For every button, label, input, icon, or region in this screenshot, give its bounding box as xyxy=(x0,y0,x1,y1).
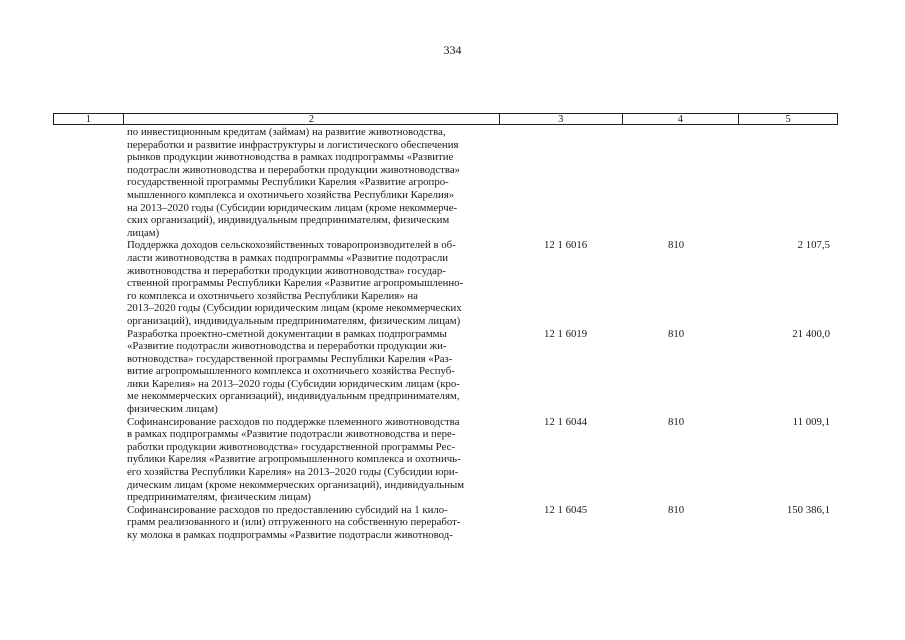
table-row xyxy=(0,416,905,504)
row-description: Софинансирование расходов по поддержке племенного животноводства в рамках подпрограммы «Развитие подотрасли животноводства и пере- работки продукции животноводства» государственной программы Рес- публики Карелия «Развитие агропромышленного комплекса и охотничь- его хозяйства Республики Карелия» на 2013–2020 годы (Субсидии юри- дическим лицам (кроме некоммерческих организаций), индивидуальным предпринимателям, физическим лицам) xyxy=(127,415,465,504)
row-code: 12 1 6044 xyxy=(544,415,588,428)
row-description: Поддержка доходов сельскохозяйственных товаропроизводителей в об- ласти животноводства в рамках подпрограммы «Развитие подотрасли животноводства и переработки продукции животноводства» государ- ственной программы Республики Карелия «Развитие агропромышленно- го комплекса и охотничьего хозяйства Республики Карелия» на 2013–2020 годы (Субсидии юридическим лицам (кроме некоммерческих организаций), индивидуальным предпринимателям, физическим лицам) xyxy=(127,239,464,327)
row-description: Разработка проектно-сметной документации в рамках подпрограммы «Развитие подотрасли животноводства и переработки продукции жи- вотноводства» государственной программы Республики Карелия «Раз- витие агропромышленного комплекса и охотничьего хозяйства Респуб- лики Карелия» на 2013–2020 годы (Субсидии юридическим лицам (кро- ме некоммерческих организаций), индивидуальным предпринимателям, физическим лицам) xyxy=(127,327,460,416)
row-type: 810 xyxy=(668,415,685,428)
table-header xyxy=(53,113,838,125)
header-col-3: 3 xyxy=(500,114,623,124)
header-col-1: 1 xyxy=(54,114,124,124)
row-amount: 150 386,1 xyxy=(786,503,830,516)
row-type: 810 xyxy=(668,503,685,516)
row-amount: 21 400,0 xyxy=(792,327,830,340)
row-description: по инвестиционным кредитам (займам) на развитие животноводства, переработки и развитие инфраструктуры и логистического обеспечения рынков продукции животноводства в рамках подпрограммы «Развитие подотрасли животноводства и переработки продукции животноводства» государственной программы Республики Карелия «Развитие агропро- мышленного комплекса и охотничьего хозяйства Республики Карелия» на 2013–2020 годы (Субсидии юридическим лицам (кроме некоммерче- ских организаций), индивидуальным предпринимателям, физическим лицам) xyxy=(127,126,461,239)
table-body xyxy=(0,126,905,542)
row-description: Софинансирование расходов по предоставлению субсидий на 1 кило- грамм реализованного и (или) отгруженного на собственную переработ- ку молока в рамках подпрограммы «Развитие подотрасли животновод- xyxy=(127,503,461,541)
row-amount: 11 009,1 xyxy=(792,415,830,428)
header-col-5: 5 xyxy=(785,113,791,125)
row-code: 12 1 6019 xyxy=(544,327,588,340)
header-col-4: 4 xyxy=(623,114,740,124)
table-row xyxy=(0,328,905,416)
row-amount: 2 107,5 xyxy=(797,239,830,252)
page-number: 334 xyxy=(443,43,462,57)
table-row xyxy=(0,126,905,239)
row-code: 12 1 6045 xyxy=(544,503,588,516)
row-code: 12 1 6016 xyxy=(544,239,588,252)
table-row xyxy=(0,239,905,327)
header-col-2: 2 xyxy=(124,114,500,124)
row-type: 810 xyxy=(668,327,685,340)
table-row xyxy=(0,504,905,542)
row-type: 810 xyxy=(668,239,685,252)
